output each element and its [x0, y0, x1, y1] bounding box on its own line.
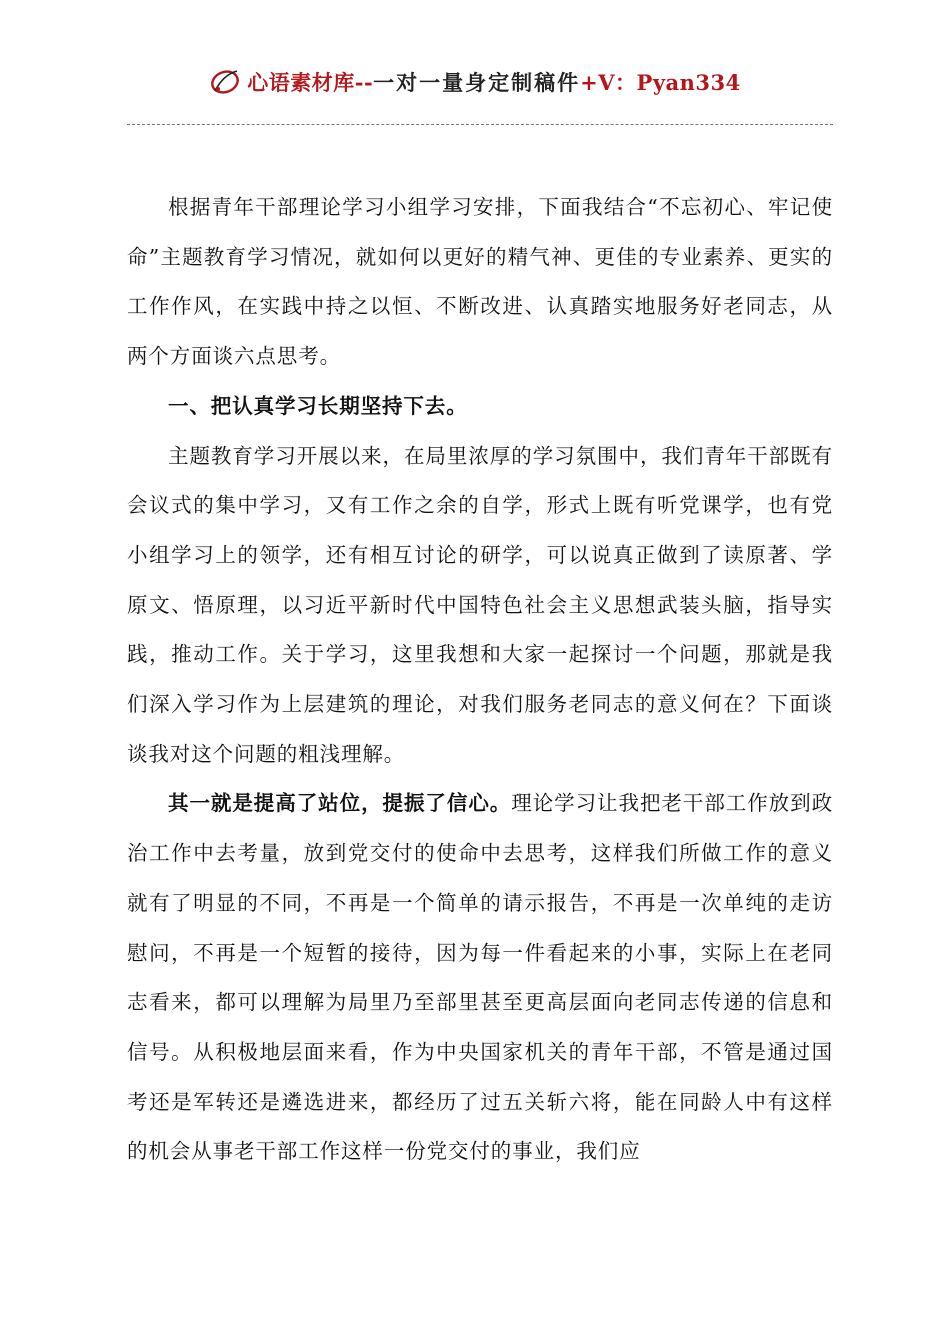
page-header — [0, 58, 950, 106]
paragraph-study: 主题教育学习开展以来，在局里浓厚的学习氛围中，我们青年干部既有会议式的集中学习，又有工作之余的自学，形式上既有听党课学，也有党小组学习上的领学，还有相互讨论的研学，可以说真正做到了读原著、学原文、悟原理，以习近平新时代中国特色社会主义思想武装头脑，指导实践，推动工作。关于学习，这里我想和大家一起探讨一个问题，那就是我们深入学习作为上层建筑的理论，对我们服务老同志的意义何在？下面谈谈我对这个问题的粗浅理解。 — [127, 443, 833, 766]
point-1-text: 理论学习让我把老干部工作放到政治工作中去考量，放到党交付的使命中去思考，这样我们所做工作的意义就有了明显的不同，不再是一个简单的请示报告，不再是一次单纯的走访慰问，不再是一个短暂的接待，因为每一件看起来的小事，实际上在老同志看来，都可以理解为局里乃至部里甚至更高层面向老同志传递的信息和信号。从积极地层面来看，作为中央国家机关的青年干部，不管是通过国考还是军转还是遴选进来，都经历了过五关斩六将，能在同龄人中有这样的机会从事老干部工作这样一份党交付的事业，我们应 — [127, 791, 833, 1164]
document-body — [127, 183, 833, 1177]
paragraph-point-1 — [127, 779, 833, 1177]
header-slogan: 一对一量身定制稿件 — [373, 70, 581, 95]
header-separator: -- — [354, 70, 374, 95]
section-heading-1: 一、把认真学习长期坚持下去。 — [168, 393, 468, 418]
header-contact: +V：Pyan334 — [580, 70, 741, 95]
brand-name: 心语素材库 — [247, 70, 355, 95]
header-title — [247, 67, 741, 97]
paragraph-intro: 根据青年干部理论学习小组学习安排，下面我结合“不忘初心、牢记使命”主题教育学习情况，就如何以更好的精气神、更佳的专业素养、更实的工作作风，在实践中持之以恒、不断改进、认真踏实地服务好老同志，从两个方面谈六点思考。 — [127, 195, 833, 369]
point-1-lead: 其一就是提高了站位，提振了信心。 — [168, 791, 512, 816]
header-divider — [127, 124, 833, 125]
brand-logo-icon — [209, 65, 243, 99]
